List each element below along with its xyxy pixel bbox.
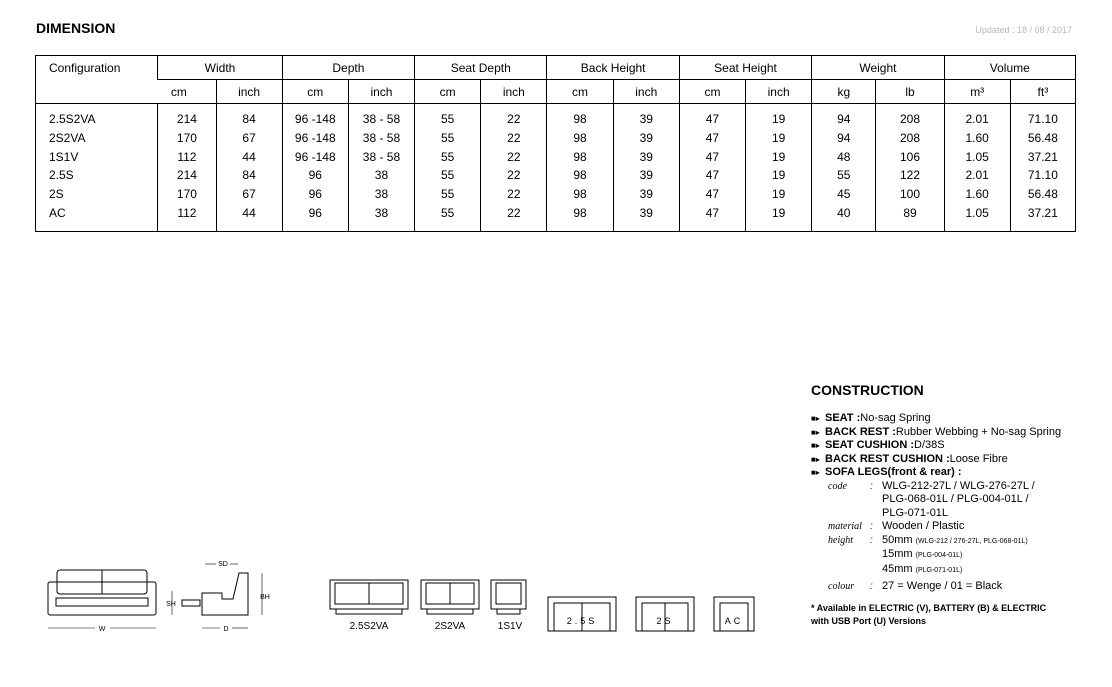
unit-header: inch <box>481 80 547 104</box>
depth-label: D <box>223 626 229 633</box>
config-cell: 2S2VA <box>49 131 86 146</box>
unit-header: ft³ <box>1010 80 1075 104</box>
unit-header: inch <box>348 80 414 104</box>
code-value: PLG-068-01L / PLG-004-01L / <box>882 493 1029 505</box>
recliner-top-views <box>330 580 526 614</box>
dimension-title: DIMENSION <box>36 20 116 36</box>
config-cell: AC <box>49 205 66 220</box>
table-cell: 38 <box>348 203 414 222</box>
config-cell: 2S <box>49 187 64 202</box>
table-cell: 39 <box>613 147 679 166</box>
seat-height-label: SH <box>166 601 176 608</box>
table-cell: 19 <box>746 110 812 129</box>
code-value: WLG-212-27L / WLG-276-27L / <box>882 479 1035 492</box>
table-cell: 22 <box>481 185 547 204</box>
table-cell: 55 <box>415 110 481 129</box>
table-cell: 38 <box>348 166 414 185</box>
table-row <box>36 203 1076 222</box>
table-cell: 1.05 <box>944 147 1010 166</box>
table-cell: 38 - 58 <box>348 110 414 129</box>
table-cell: 84 <box>216 166 282 185</box>
list-item: ■▸ SOFA LEGS (front & rear) : <box>811 466 962 478</box>
table-cell: 55 <box>812 166 876 185</box>
table-cell: 47 <box>679 203 745 222</box>
table-cell: 39 <box>613 110 679 129</box>
table-cell: 170 <box>158 129 216 148</box>
table-cell: 37.21 <box>1010 203 1075 222</box>
table-cell: 19 <box>746 185 812 204</box>
table-row <box>36 110 1076 129</box>
table-row <box>36 129 1076 148</box>
table-cell: 98 <box>547 110 613 129</box>
height-label: height <box>828 534 853 546</box>
table-cell: 22 <box>481 147 547 166</box>
table-cell: 94 <box>812 110 876 129</box>
table-cell: 45 <box>812 185 876 204</box>
table-cell: 89 <box>876 203 944 222</box>
table-cell: 112 <box>158 147 216 166</box>
config-cell: 1S1V <box>49 149 79 164</box>
unit-header-row <box>36 80 1076 104</box>
seat-depth-label: SD <box>218 561 228 568</box>
table-cell: 38 - 58 <box>348 129 414 148</box>
sofa-diagrams <box>40 555 770 635</box>
table-cell: 98 <box>547 147 613 166</box>
arrow-bullet-icon: ■▸ <box>811 427 820 437</box>
table-cell: 84 <box>216 110 282 129</box>
table-cell: 1.60 <box>944 185 1010 204</box>
table-cell: 96 <box>282 185 348 204</box>
table-cell: 71.10 <box>1010 166 1075 185</box>
config-label: 1S1V <box>497 621 523 632</box>
table-row <box>36 147 1076 166</box>
unit-header: cm <box>158 80 216 104</box>
table-cell: 19 <box>746 129 812 148</box>
table-cell: 22 <box>481 129 547 148</box>
dimension-table <box>35 55 1076 232</box>
table-cell: 55 <box>415 203 481 222</box>
table-cell: 98 <box>547 129 613 148</box>
availability-note: * Available in ELECTRIC (V), BATTERY (B) & ELECTRIC with USB Port (U) Versions <box>811 603 1047 626</box>
config-cell: 2.5S2VA <box>49 112 96 127</box>
table-cell: 106 <box>876 147 944 166</box>
table-cell: 56.48 <box>1010 185 1075 204</box>
table-cell: 208 <box>876 110 944 129</box>
config-label: 2.5S2VA <box>349 621 389 632</box>
construction-list <box>811 412 1101 594</box>
table-cell: 94 <box>812 129 876 148</box>
table-cell: 22 <box>481 203 547 222</box>
width-label: W <box>98 626 106 633</box>
table-cell: 96 -148 <box>282 147 348 166</box>
table-cell: 55 <box>415 147 481 166</box>
table-cell: 98 <box>547 166 613 185</box>
back-height-label: BH <box>260 594 270 601</box>
side-view-diagram <box>172 564 262 628</box>
table-cell: 39 <box>613 129 679 148</box>
table-cell: 40 <box>812 203 876 222</box>
unit-header: lb <box>876 80 944 104</box>
front-view-diagram <box>48 570 156 628</box>
config-label: 2S <box>656 616 674 626</box>
unit-header: cm <box>679 80 745 104</box>
table-cell: 2.01 <box>944 110 1010 129</box>
table-cell: 96 -148 <box>282 110 348 129</box>
updated-date: Updated : 18 / 08 / 2017 <box>975 25 1072 35</box>
table-cell: 47 <box>679 185 745 204</box>
table-cell: 44 <box>216 203 282 222</box>
table-cell: 55 <box>415 129 481 148</box>
list-item: ■▸ BACK REST : Rubber Webbing + No-sag Spring <box>811 425 1062 438</box>
table-cell: 122 <box>876 166 944 185</box>
table-cell: 38 - 58 <box>348 147 414 166</box>
table-row <box>36 185 1076 204</box>
table-cell: 1.05 <box>944 203 1010 222</box>
table-cell: 100 <box>876 185 944 204</box>
list-item: ■▸ SEAT CUSHION : D/38S <box>811 439 945 451</box>
list-item: ■▸ SEAT : No-sag Spring <box>811 412 931 424</box>
unit-header: cm <box>547 80 613 104</box>
group-header: Width <box>158 56 282 80</box>
config-label: AC <box>724 616 744 626</box>
group-header: Seat Depth <box>415 56 547 80</box>
table-cell: 96 <box>282 166 348 185</box>
table-cell: 37.21 <box>1010 147 1075 166</box>
group-header: Seat Height <box>679 56 811 80</box>
group-header-row <box>36 56 1076 80</box>
table-row <box>36 166 1076 185</box>
arrow-bullet-icon: ■▸ <box>811 454 820 464</box>
table-cell: 19 <box>746 166 812 185</box>
table-cell: 1.60 <box>944 129 1010 148</box>
table-cell: 47 <box>679 147 745 166</box>
table-cell: 39 <box>613 203 679 222</box>
table-cell: 98 <box>547 185 613 204</box>
material-label: material <box>828 521 862 532</box>
sofa-legs-details: code : WLG-212-27L / WLG-276-27L / PLG-068-01L / PLG-004-01L / PLG-071-01L material : Wooden / Plastic height : 50mm (WLG-212 / 276-27L, PLG-068-01L) 15mm (PLG-004-01L) 45mm (PLG-071-01L) colour : 27 = Wenge / 01 = Black <box>828 479 1035 592</box>
config-label: 2S2VA <box>434 621 466 632</box>
table-cell: 56.48 <box>1010 129 1075 148</box>
table-cell: 214 <box>158 166 216 185</box>
arrow-bullet-icon: ■▸ <box>811 441 820 450</box>
table-cell: 96 -148 <box>282 129 348 148</box>
group-header: Depth <box>282 56 414 80</box>
arrow-bullet-icon: ■▸ <box>811 414 820 423</box>
table-cell: 208 <box>876 129 944 148</box>
table-cell: 19 <box>746 147 812 166</box>
colour-label: colour <box>828 581 855 592</box>
table-cell: 22 <box>481 166 547 185</box>
group-header: Weight <box>812 56 944 80</box>
unit-header: kg <box>812 80 876 104</box>
table-cell: 19 <box>746 203 812 222</box>
list-item: ■▸ BACK REST CUSHION : Loose Fibre <box>811 452 1008 465</box>
unit-header: inch <box>613 80 679 104</box>
table-cell: 71.10 <box>1010 110 1075 129</box>
config-cell: 2.5S <box>49 168 74 183</box>
table-cell: 2.01 <box>944 166 1010 185</box>
table-cell: 22 <box>481 110 547 129</box>
table-cell: 214 <box>158 110 216 129</box>
table-cell: 48 <box>812 147 876 166</box>
table-cell: 55 <box>415 185 481 204</box>
config-header: Configuration <box>36 56 158 104</box>
unit-header: cm <box>415 80 481 104</box>
table-cell: 47 <box>679 110 745 129</box>
table-cell: 67 <box>216 129 282 148</box>
config-label: 2.5S <box>566 616 598 626</box>
code-value: PLG-071-01L <box>882 506 949 519</box>
unit-header: inch <box>746 80 812 104</box>
group-header: Volume <box>944 56 1075 80</box>
unit-header: inch <box>216 80 282 104</box>
group-header: Back Height <box>547 56 679 80</box>
arrow-bullet-icon: ■▸ <box>811 468 820 477</box>
table-cell: 39 <box>613 185 679 204</box>
table-cell: 38 <box>348 185 414 204</box>
construction-title: CONSTRUCTION <box>811 382 924 398</box>
table-cell: 96 <box>282 203 348 222</box>
table-cell: 39 <box>613 166 679 185</box>
table-cell: 112 <box>158 203 216 222</box>
table-cell: 98 <box>547 203 613 222</box>
table-cell: 47 <box>679 129 745 148</box>
unit-header: m³ <box>944 80 1010 104</box>
table-cell: 47 <box>679 166 745 185</box>
table-cell: 170 <box>158 185 216 204</box>
unit-header: cm <box>282 80 348 104</box>
table-cell: 55 <box>415 166 481 185</box>
code-label: code <box>828 480 847 492</box>
table-cell: 44 <box>216 147 282 166</box>
material-value: Wooden / Plastic <box>882 520 965 532</box>
colour-value: 27 = Wenge / 01 = Black <box>882 580 1003 592</box>
table-cell: 67 <box>216 185 282 204</box>
